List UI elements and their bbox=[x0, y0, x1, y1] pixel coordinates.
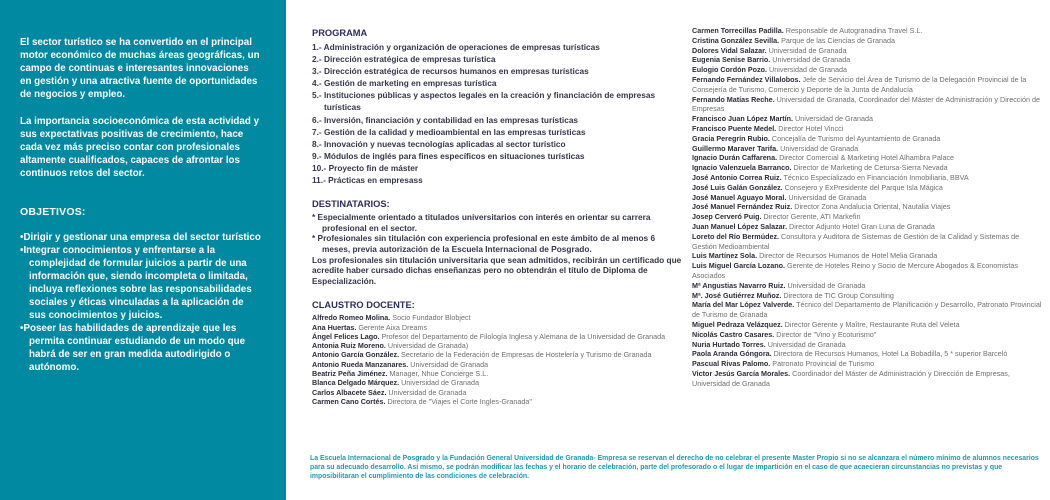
claustro-section bbox=[312, 300, 682, 406]
programa-item: 6.- Inversión, financiación y contabilidad en las empresas turísticas bbox=[312, 114, 579, 125]
faculty-member-name: Luis Miguel García Lozano. bbox=[692, 261, 786, 271]
faculty-member-role: Patronato Provincial de Turismo bbox=[770, 359, 875, 369]
faculty-member-row bbox=[692, 153, 1044, 163]
faculty-member-role: Universidad de Granada bbox=[408, 359, 489, 369]
faculty-member-row bbox=[692, 134, 1044, 144]
intro-paragraph-1: El sector turístico se ha convertido en el principal motor económico de muchas áreas geográficas, un campo de continuas e interesantes innovaciones en gestión y una atractiva fuente de oportunidades de negocios y empleo. bbox=[20, 37, 260, 100]
faculty-member-name: Juan Manuel López Salazar. bbox=[692, 221, 788, 231]
destinatarios-title: DESTINATARIOS: bbox=[312, 199, 390, 210]
faculty-member-role: Universidad de Granada bbox=[386, 387, 467, 397]
faculty-member-row bbox=[692, 163, 1044, 173]
objective-item: • Integrar conocimientos y enfrentarse a la complejidad de formular juicios a partir de una información que, siendo incompleta o limitada, incluya reflexiones sobre las responsabilidades sociales y éticas vinculadas a la aplicación de sus conocimientos y juicios. bbox=[20, 244, 262, 322]
faculty-member-row bbox=[692, 65, 1044, 75]
faculty-member-row bbox=[692, 202, 1044, 212]
faculty-member-name: Miguel Pedraza Velázquez. bbox=[692, 319, 783, 329]
faculty-member-row bbox=[692, 124, 1044, 134]
programa-item: 7.- Gestión de la calidad y medioambiental en las empresas turísticas bbox=[312, 126, 586, 137]
claustro-title: CLAUSTRO DOCENTE: bbox=[312, 300, 415, 311]
claustro-list bbox=[312, 313, 682, 406]
faculty-member-role: Universidad de Granada bbox=[785, 280, 866, 290]
faculty-member-row bbox=[692, 359, 1044, 369]
faculty-member-row bbox=[312, 360, 682, 369]
faculty-member-name: Loreto del Río Bermúdez. bbox=[692, 231, 780, 241]
faculty-member-role: Técnico del Departamento de Planificación y Desarrollo, Patronato Provincial de Turismo de Granada bbox=[692, 300, 1042, 320]
programa-item: 5.- Instituciones públicas y aspectos legales en la creación y financiación de empresas turísticas bbox=[312, 90, 656, 113]
faculty-member-row bbox=[692, 26, 1044, 36]
faculty-member-row bbox=[312, 378, 682, 387]
faculty-member-role: Consejero y ExPresidente del Parque Isla Mágica bbox=[782, 182, 943, 192]
programa-list bbox=[312, 41, 682, 186]
faculty-member-row bbox=[692, 173, 1044, 183]
intro-paragraph-2: La importancia socioeconómica de esta actividad y sus expectativas positivas de crecimiento, hace cada vez más preciso contar con profesionales altamente cualificados, capaces de afrontar los continuos retos del sector. bbox=[20, 116, 260, 179]
faculty-member-row bbox=[312, 341, 682, 350]
faculty-member-role: Secretario de la Federación de Empresas de Hostelería y Turismo de Granada bbox=[399, 350, 652, 360]
faculty-member-row bbox=[692, 261, 1044, 281]
faculty-member-name: Ignacio Valenzuela Barranco. bbox=[692, 163, 792, 173]
faculty-member-name: Josep Cerveró Puig. bbox=[692, 212, 762, 222]
faculty-member-name: Alfredo Romeo Molina. bbox=[312, 313, 391, 323]
faculty-member-row bbox=[312, 313, 682, 322]
programa-item: 9.- Módulos de inglés para fines específicos en situaciones turísticas bbox=[312, 150, 585, 161]
faculty-member-name: Carlos Albacete Sáez. bbox=[312, 387, 387, 397]
faculty-member-row bbox=[692, 251, 1044, 261]
programa-item: 10.- Proyecto fin de máster bbox=[312, 162, 419, 173]
faculty-member-role: Universidad de Granada, Coordinador del Máster de Administración y Dirección de Empresas bbox=[692, 94, 1040, 114]
faculty-member-row bbox=[312, 332, 682, 341]
faculty-member-row bbox=[692, 144, 1044, 154]
faculty-member-role: Universidad de Granada bbox=[765, 339, 846, 349]
faculty-member-name: Antonio García González. bbox=[312, 350, 400, 360]
objectives-title: OBJETIVOS: bbox=[20, 206, 86, 218]
faculty-member-name: Victor Jesús García Morales. bbox=[692, 368, 791, 378]
faculty-member-role: Directora de Recursos Humanos, Hotel La Bobadilla, 5 * superior Barceló bbox=[771, 349, 1008, 359]
faculty-member-name: Fernando Fernández Villalobos. bbox=[692, 74, 801, 84]
faculty-member-role: Gerente de Hoteles Reino y Socio de Mercure Abogados & Economistas Asociados bbox=[692, 261, 1018, 280]
faculty-member-role: Técnico Especializado en Financiación Inmobiliaria, BBVA bbox=[781, 172, 969, 182]
faculty-member-name: Ana Huertas. bbox=[312, 322, 357, 332]
objectives-list bbox=[20, 231, 262, 374]
faculty-member-name: José Manuel Aguayo Moral. bbox=[692, 192, 787, 202]
faculty-member-role: Socio Fundador Blobject bbox=[390, 313, 471, 323]
faculty-member-name: José Manuel Fernández Ruiz. bbox=[692, 202, 793, 212]
faculty-member-row bbox=[312, 323, 682, 332]
faculty-member-name: Pascual Rivas Palomo. bbox=[692, 359, 771, 369]
faculty-member-role: Responsable de Autogranadina Travel S.L. bbox=[783, 26, 923, 35]
programa-item: 3.- Dirección estratégica de recursos humanos en empresas turísticas bbox=[312, 66, 589, 77]
objective-item: • Poseer las habilidades de aprendizaje que les permita continuar estudiando de un modo que habrá de ser en gran medida autodirigido o autónomo. bbox=[20, 322, 262, 374]
faculty-member-name: Beatriz Peña Jiménez. bbox=[312, 369, 388, 379]
faculty-member-row bbox=[692, 281, 1044, 291]
right-column bbox=[692, 24, 1044, 388]
faculty-member-row bbox=[692, 349, 1044, 359]
faculty-member-row bbox=[692, 95, 1044, 115]
faculty-member-row bbox=[692, 55, 1044, 65]
faculty-member-row bbox=[692, 222, 1044, 232]
faculty-member-role: Director Zona Andalucía Oriental, Nautalia Viajes bbox=[792, 202, 951, 212]
faculty-member-role: Manager, Nhue Concierge S.L. bbox=[387, 369, 489, 379]
faculty-member-name: Mª. José Gutiérrez Muñoz. bbox=[692, 290, 782, 300]
faculty-member-name: Eugenia Senise Barrio. bbox=[692, 55, 771, 65]
faculty-member-name: Guillermo Maraver Tarifa. bbox=[692, 143, 779, 153]
faculty-member-row bbox=[692, 183, 1044, 193]
faculty-member-name: Carmen Torrecillas Padilla. bbox=[692, 26, 784, 35]
intro-panel bbox=[0, 0, 286, 500]
faculty-member-role: Universidad de Granada bbox=[793, 114, 873, 124]
faculty-member-role: Jefe de Servicio del Área de Turismo de la Delegación Provincial de la Consejería de Turismo, Comercio y Deporte de la Junta de Andalucía bbox=[692, 74, 1027, 94]
faculty-member-name: Blanca Delgado Márquez. bbox=[312, 378, 400, 388]
faculty-member-role: Profesor del Departamento de Filología Inglesa y Alemana de la Universidad de Granada bbox=[379, 331, 666, 341]
faculty-member-role: Directora de "Viajes el Corte Ingles-Granada" bbox=[385, 396, 532, 406]
faculty-member-role: Director Adjunto Hotel Gran Luna de Granada bbox=[787, 221, 935, 231]
faculty-member-name: María del Mar López Valverde. bbox=[692, 300, 795, 310]
faculty-member-row bbox=[692, 340, 1044, 350]
faculty-member-name: Francisco Juan López Martín. bbox=[692, 114, 794, 124]
faculty-member-name: Nicolás Castro Casares. bbox=[692, 329, 775, 339]
faculty-member-role: Consultora y Auditora de Sistemas de Gestión de la Calidad y Sistemas de Gestión Medioambiental bbox=[692, 231, 1020, 251]
faculty-member-name: Gracia Peregrín Rubio. bbox=[692, 133, 770, 143]
faculty-member-role: Universidad de Granada bbox=[767, 65, 847, 75]
faculty-member-name: Nuria Hurtado Torres. bbox=[692, 339, 766, 349]
faculty-member-row bbox=[312, 397, 682, 406]
faculty-member-name: Luis Martínez Sola. bbox=[692, 251, 758, 261]
faculty-member-name: Eulogio Cordón Pozo. bbox=[692, 65, 768, 75]
destinatarios-section bbox=[312, 199, 682, 286]
faculty-member-row bbox=[692, 75, 1044, 95]
faculty-member-role: Director Gerente, ATI Markefin bbox=[761, 212, 861, 222]
faculty-member-name: José Luis Galán González. bbox=[692, 182, 783, 192]
faculty-member-row bbox=[692, 36, 1044, 46]
faculty-member-role: Coordinador del Máster de Administración y Dirección de Empresas, Universidad de Granada bbox=[692, 368, 1010, 388]
faculty-member-role: Gerente Aixa Dreams bbox=[356, 322, 428, 332]
faculty-member-name: José Antonio Correa Ruiz. bbox=[692, 172, 782, 182]
objective-item: • Dirigir y gestionar una empresa del sector turístico bbox=[20, 231, 262, 244]
faculty-member-name: Paola Aranda Góngora. bbox=[692, 349, 772, 359]
programa-item: 2.- Dirección estratégica de empresas turística bbox=[312, 54, 496, 65]
faculty-member-role: Universidad de Granada bbox=[786, 192, 867, 202]
middle-column bbox=[312, 28, 682, 406]
faculty-member-row bbox=[692, 320, 1044, 330]
faculty-member-row bbox=[692, 114, 1044, 124]
faculty-member-row bbox=[692, 232, 1044, 252]
destinatarios-note: Los profesionales sin titulación universitaria que sean admitidos, recibirán un certificado que acredite haber cursado dichas enseñanzas pero no obtendrán el título de Diploma de Especialización. bbox=[312, 254, 682, 286]
faculty-member-name: Antonio Rueda Manzanares. bbox=[312, 359, 409, 369]
faculty-member-row bbox=[692, 193, 1044, 203]
faculty-member-row bbox=[692, 330, 1044, 340]
faculty-right-list bbox=[692, 26, 1044, 388]
faculty-member-name: Carmen Cano Cortés. bbox=[312, 396, 386, 406]
faculty-member-row bbox=[312, 388, 682, 397]
faculty-member-role: Director de Recursos Humanos de Hotel Melia Granada bbox=[757, 251, 938, 261]
faculty-member-row bbox=[312, 350, 682, 359]
faculty-member-role: Parque de las Ciencias de Granada bbox=[779, 35, 895, 45]
destinatarios-list bbox=[312, 212, 682, 254]
faculty-member-role: Universidad de Granada) bbox=[385, 341, 469, 351]
faculty-member-row bbox=[692, 212, 1044, 222]
faculty-member-row bbox=[692, 300, 1044, 320]
faculty-member-role: Director Comercial & Marketing Hotel Alhambra Palace bbox=[777, 153, 955, 163]
faculty-member-role: Directora de TIC Group Consulting bbox=[781, 290, 894, 300]
faculty-member-role: Concejalía de Turismo del Ayuntamiento de Granada bbox=[769, 133, 941, 143]
faculty-member-name: Mª Angustias Navarro Ruiz. bbox=[692, 280, 786, 290]
faculty-member-role: Universidad de Granada bbox=[778, 143, 859, 153]
faculty-member-role: Universidad de Granada bbox=[399, 378, 479, 388]
programa-item: 4.- Gestión de marketing en empresas turística bbox=[312, 78, 497, 89]
faculty-member-role: Director Hotel Vincci bbox=[776, 123, 844, 133]
destinatarios-item: * Especialmente orientado a titulados universitarios con interés en orientar su carrera profesional en el sector. bbox=[312, 212, 682, 233]
programa-title: PROGRAMA bbox=[312, 28, 368, 38]
legal-disclaimer: La Escuela Internacional de Posgrado y la Fundación General Universidad de Granada- Empresa se reservan el derecho de no celebrar el presente Master Propio si no se alcanzara el número mínimo de alumnos necesarios para su adecuado desarrollo. Así mismo, se podrán modificar las fechas y el horario de celebración, parte del profesorado o el lugar de impartición en el caso de que acaecieran circunstancias no previstas y que imposibilitaran el cumplimiento de las condiciones de celebración. bbox=[310, 454, 1039, 481]
faculty-member-role: Universidad de Granada bbox=[766, 45, 847, 55]
faculty-member-row bbox=[692, 291, 1044, 301]
faculty-member-name: Francisco Puente Medel. bbox=[692, 123, 777, 133]
programa-item: 1.- Administración y organización de operaciones de empresas turísticas bbox=[312, 42, 600, 52]
programa-item: 8.- Innovación y nuevas tecnologías aplicadas al sector turístico bbox=[312, 138, 566, 149]
programa-item: 11.- Prácticas en empresass bbox=[312, 175, 423, 186]
faculty-member-role: Universidad de Granada bbox=[770, 55, 851, 65]
faculty-member-name: Fernando Matías Reche. bbox=[692, 94, 775, 104]
faculty-member-row bbox=[312, 369, 682, 378]
faculty-member-name: Dolores Vidal Salazar. bbox=[692, 45, 767, 55]
faculty-member-name: Cristina González Sevilla. bbox=[692, 35, 780, 45]
faculty-member-role: Director de Marketing de Cetursa-Sierra Nevada bbox=[791, 163, 948, 173]
faculty-member-row bbox=[692, 369, 1044, 389]
faculty-member-row bbox=[692, 46, 1044, 56]
faculty-member-name: Ángel Felices Lago. bbox=[312, 331, 380, 341]
faculty-member-name: Antonia Ruiz Moreno. bbox=[312, 341, 386, 351]
faculty-member-role: Director Gerente y Maître, Restaurante Ruta del Veleta bbox=[782, 319, 960, 329]
faculty-member-role: Director de "Vino y Ecoturismo" bbox=[774, 329, 877, 339]
faculty-member-name: Ignacio Durán Caffarena. bbox=[692, 153, 778, 163]
destinatarios-item: * Profesionales sin titulación con experiencia profesional en este ámbito de al menos 6 meses, previa autorización de la Escuela Internacional de Posgrado. bbox=[312, 233, 682, 254]
